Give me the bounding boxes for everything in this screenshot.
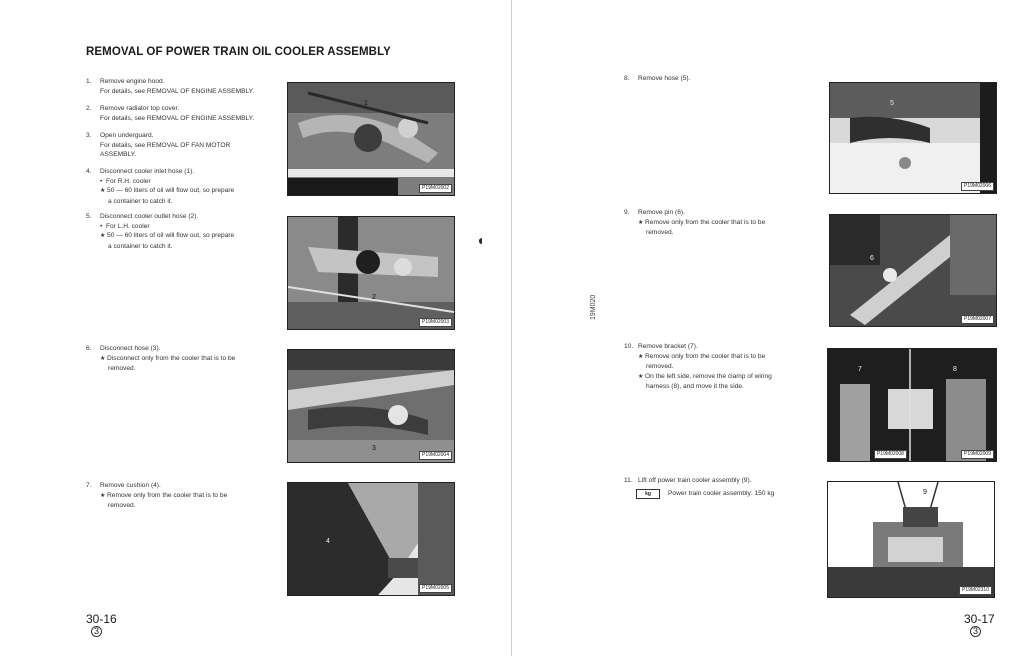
photo-pin-6 bbox=[829, 214, 997, 327]
figure-label: P19M02007 bbox=[961, 315, 994, 324]
svg-text:6: 6 bbox=[870, 255, 874, 262]
figure-label: P19M02002 bbox=[419, 184, 452, 193]
photo-cushion-4 bbox=[287, 482, 455, 596]
svg-text:4: 4 bbox=[326, 538, 330, 545]
figure-label: P19M02310 bbox=[959, 586, 992, 595]
side-code: 19M020 bbox=[590, 294, 597, 320]
revision-mark: 3 bbox=[970, 626, 981, 637]
left-page: REMOVAL OF POWER TRAIN OIL COOLER ASSEMBLY 1. Remove engine hood. For details, see REMOVAL OF ENGINE ASSEMBLY. 2. Remove radiator top cover. For details, see REMOVAL OF ENGINE ASSEMBLY. 3. Open underguard. For details, see REMOVAL OF FAN MOTOR ASSEMBLY. 4. Disconnect cooler inlet hose (1). • For R.H. cooler ★ 50 — 60 liters of oil will flow out, so prepare a container to catch it. 5. Disconnect cooler outlet hose (2). • For L.H. cooler ★ 50 — 60 liters of oil will flow out, so prepare a container to catch it. 6. Disconnect hose (3). ★ Disconnect only from the cooler that is to be removed. 7. Remove cushion (4). ★ Remove only from the cooler that is to be removed. 1 P19M02002 2 P19M02003 3 P19M02004 4 P19M02005 30-16 3 ◖ bbox=[0, 0, 511, 656]
photo-hose-3 bbox=[287, 349, 455, 463]
page-number: 30-16 bbox=[86, 612, 117, 626]
margin-mark: ◖ bbox=[476, 232, 485, 248]
figure-label: P19M02005 bbox=[419, 584, 452, 593]
svg-text:3: 3 bbox=[372, 445, 376, 452]
figure-label: P19M02006 bbox=[961, 182, 994, 191]
photo-cooler-inlet-hose bbox=[287, 82, 455, 196]
page-number: 30-17 bbox=[964, 612, 995, 626]
figure-label: P19M02008 bbox=[874, 450, 907, 459]
photo-hose-5 bbox=[829, 82, 997, 194]
photo-cooler-assembly-9 bbox=[827, 481, 995, 598]
svg-text:9: 9 bbox=[923, 489, 927, 496]
page-title: REMOVAL OF POWER TRAIN OIL COOLER ASSEMBLY bbox=[86, 46, 391, 58]
photo-bracket-7 bbox=[827, 348, 997, 462]
svg-text:7: 7 bbox=[858, 366, 862, 373]
svg-text:8: 8 bbox=[953, 366, 957, 373]
svg-text:1: 1 bbox=[364, 100, 368, 107]
revision-mark: 3 bbox=[91, 626, 102, 637]
svg-text:2: 2 bbox=[372, 294, 376, 301]
figure-label: P19M02003 bbox=[419, 318, 452, 327]
weight-icon: kg bbox=[636, 489, 660, 499]
svg-text:5: 5 bbox=[890, 100, 894, 107]
figure-label: P19M02009 bbox=[961, 450, 994, 459]
photo-cooler-outlet-hose bbox=[287, 216, 455, 330]
figure-label: P19M02004 bbox=[419, 451, 452, 460]
